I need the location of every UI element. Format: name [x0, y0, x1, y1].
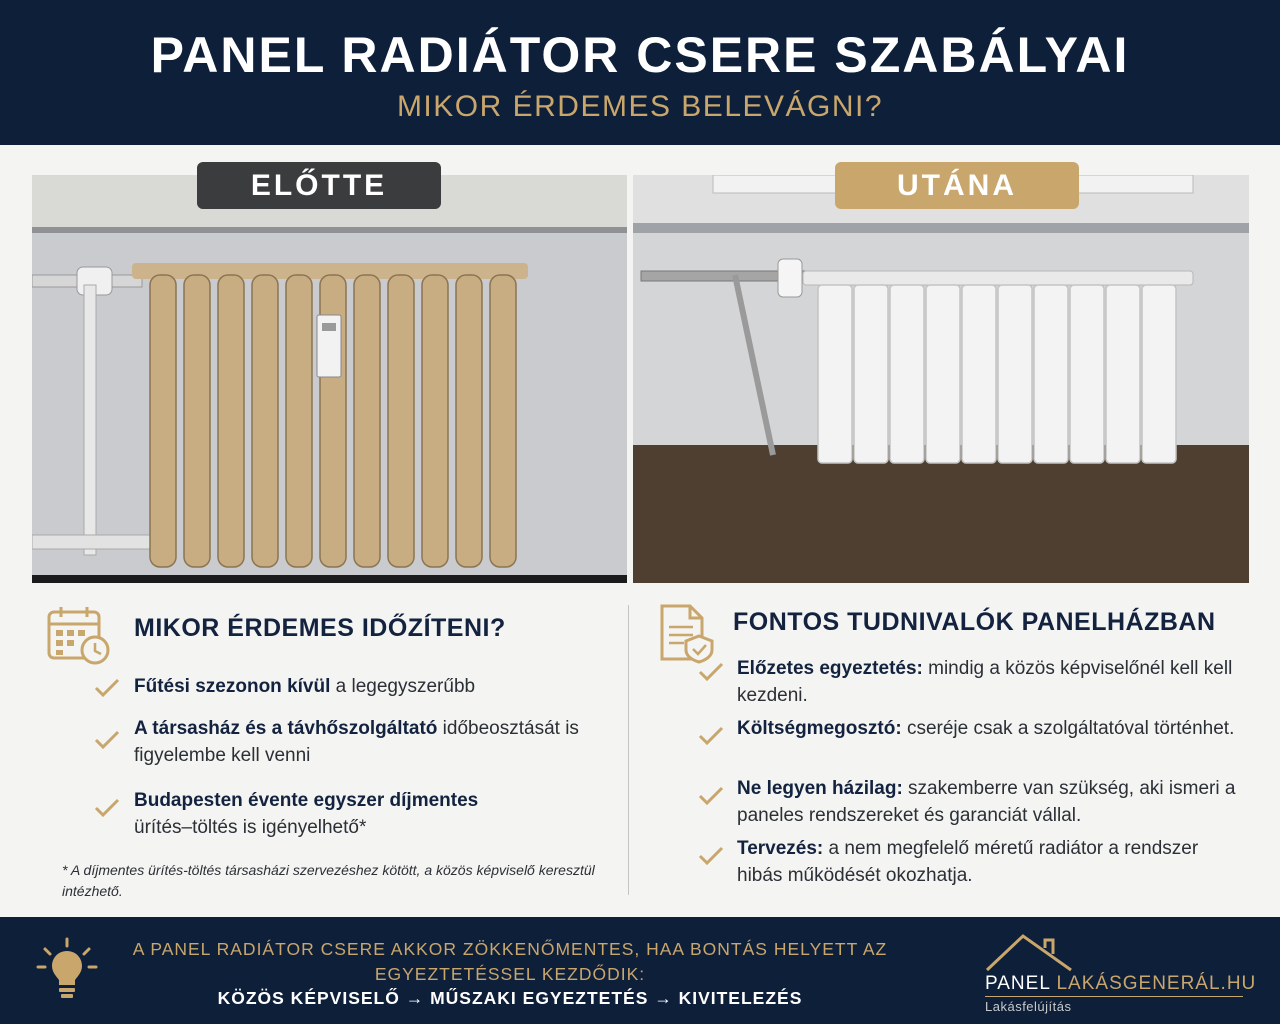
footnote: * A díjmentes ürítés-töltés társasházi szervezéshez kötött, a közös képviselő keresztül intézhető. [62, 862, 595, 899]
right-section-title: FONTOS TUDNIVALÓK PANELHÁZBAN [733, 608, 1216, 636]
footer-flow: KÖZÖS KÉPVISELŐ → MŰSZAKI EGYEZTETÉS → KIVITELEZÉS [217, 988, 803, 1008]
check-icon [698, 726, 724, 746]
left-item-1: Fűtési szezonon kívül a legegyszerűbb [134, 676, 476, 697]
section-divider [628, 605, 629, 895]
document-shield-icon [658, 603, 716, 670]
header-banner [0, 0, 1280, 145]
footer-message: A PANEL RADIÁTOR CSERE AKKOR ZÖKKENŐMENTES, HAA BONTÁS HELYETT AZ EGYEZTETÉSSEL KEZDŐDIK: [132, 939, 888, 984]
brand-tagline: Lakásfelújítás [985, 999, 1072, 1014]
check-icon [94, 798, 120, 818]
check-icon [698, 662, 724, 682]
brand-logo-text: PANEL LAKÁSGENERÁL.HU [985, 973, 1257, 994]
before-photo [32, 175, 627, 583]
brand-underline [985, 996, 1243, 997]
right-item-2: Költségmegosztó: cseréje csak a szolgáltatóval történhet. [737, 718, 1235, 739]
left-section-title: MIKOR ÉRDEMES IDŐZÍTENI? [134, 614, 506, 642]
check-icon [698, 846, 724, 866]
after-label: UTÁNA [835, 162, 1079, 209]
new-radiator-illustration [633, 175, 1249, 583]
page-title: PANEL RADIÁTOR CSERE SZABÁLYAI [150, 27, 1130, 83]
check-icon [94, 730, 120, 750]
check-icon [94, 678, 120, 698]
right-item-3: Ne legyen házilag: szakemberre van szükség, aki ismeri a paneles rendszereket és garanciát vállal. [737, 778, 1236, 826]
before-label: ELŐTTE [197, 162, 441, 209]
left-item-3: Budapesten évente egyszer díjmentes ürítés–töltés is igényelhető* [134, 790, 479, 838]
page-subtitle: MIKOR ÉRDEMES BELEVÁGNI? [396, 90, 884, 123]
check-icon [698, 786, 724, 806]
right-item-4: Tervezés: a nem megfelelő méretű radiátor a rendszer hibás működését okozhatja. [737, 838, 1199, 886]
after-photo [633, 175, 1249, 583]
lightbulb-icon [36, 937, 98, 1008]
footer-banner [0, 917, 1280, 1024]
left-item-2: A társasház és a távhőszolgáltató időbeosztását is figyelembe kell venni [134, 718, 579, 766]
house-roof-icon [985, 932, 1085, 977]
right-item-1: Előzetes egyeztetés: mindig a közös képviselőnél kell kell kezdeni. [737, 658, 1233, 706]
old-radiator-illustration [32, 175, 627, 583]
calendar-clock-icon [46, 604, 112, 671]
